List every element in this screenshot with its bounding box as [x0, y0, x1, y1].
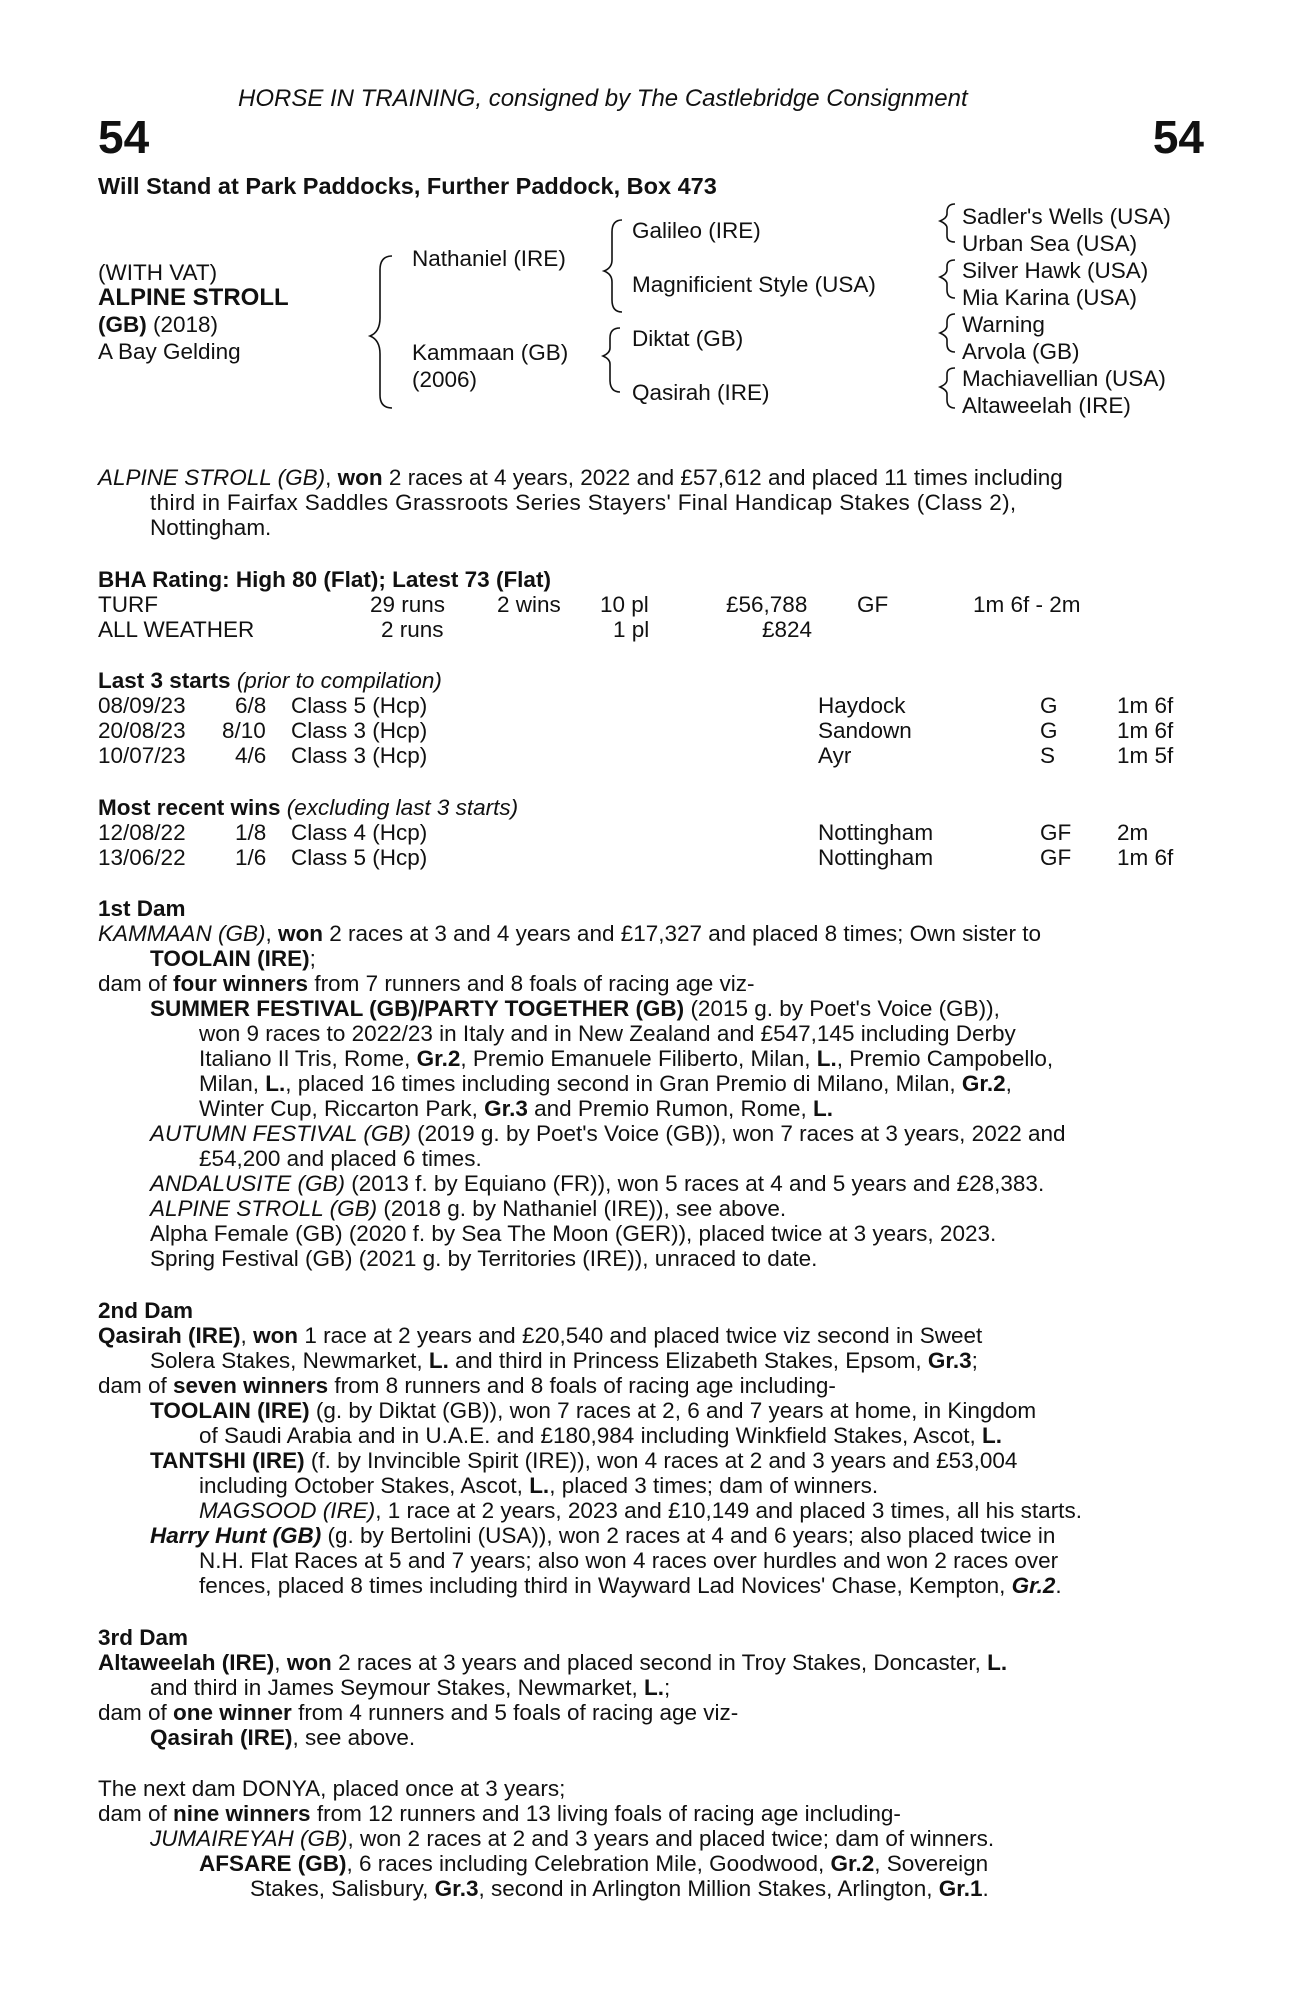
rating-runs: 29 runs: [370, 592, 446, 617]
start-class: Class 3 (Hcp): [291, 718, 428, 743]
produce-text: , 1 race at 2 years, 2023 and £10,149 and placed 3 times, all his starts.: [375, 1498, 1082, 1523]
produce-name: SUMMER FESTIVAL (GB)/PARTY TOGETHER (GB): [150, 996, 685, 1021]
produce-text: Milan,: [199, 1071, 266, 1096]
ped-sds: Silver Hawk (USA): [962, 258, 1149, 283]
dam1-produce-6: Spring Festival (GB) (2021 g. by Territories (IRE)), unraced to date.: [150, 1246, 818, 1271]
produce-text: fences, placed 8 times including third in Wayward Lad Novices' Chase, Kempton,: [199, 1573, 1012, 1598]
next-dam-winners: nine winners: [173, 1801, 311, 1826]
next-dam-produce-2-line-2: [250, 1876, 989, 1902]
start-going: S: [1040, 743, 1056, 768]
dam1-heading: 1st Dam: [98, 896, 186, 921]
produce-text: Italiano Il Tris, Rome,: [199, 1046, 417, 1071]
produce-text: including October Stakes, Ascot,: [199, 1473, 530, 1498]
punct: ;: [309, 946, 316, 971]
produce-text: (g. by Diktat (GB)), won 7 races at 2, 6 and 7 years at home, in Kingdom: [309, 1398, 1037, 1423]
produce-text: and Premio Rumon, Rome,: [527, 1096, 813, 1121]
rating-going: GF: [857, 592, 889, 617]
start-class: Class 5 (Hcp): [291, 693, 428, 718]
summary-text-1: 2 races at 4 years, 2022 and £57,612 and placed 11 times including: [382, 465, 1063, 490]
dam3-produce-text: from 4 runners and 5 foals of racing age viz-: [291, 1700, 739, 1725]
produce-text: Winter Cup, Riccarton Park,: [199, 1096, 485, 1121]
ped-sdd: Mia Karina (USA): [962, 285, 1138, 310]
dam1-text: 2 races at 3 and 4 years and £17,327 and placed 8 times; Own sister to: [323, 921, 1041, 946]
win-course: Nottingham: [818, 845, 934, 870]
dam1-line-2: [150, 946, 316, 972]
produce-text: , Premio Emanuele Filiberto, Milan,: [460, 1046, 817, 1071]
dam1-produce-1-line-3: [199, 1046, 1053, 1072]
dam1-line-1: KAMMAAN (GB), won 2 races at 3 and 4 years and £17,327 and placed 8 times; Own sister to: [98, 921, 1041, 946]
produce-text: , Sovereign: [874, 1851, 989, 1876]
summary-line-1: ALPINE STROLL (GB), won 2 races at 4 years, 2022 and £57,612 and placed 11 times including: [98, 465, 1063, 490]
start-distance: 1m 6f: [1117, 718, 1174, 743]
produce-text: , 6 races including Celebration Mile, Goodwood,: [346, 1851, 831, 1876]
produce-text: , placed 16 times including second in Gran Premio di Milano, Milan,: [285, 1071, 962, 1096]
horse-name: ALPINE STROLL: [98, 284, 289, 311]
ped-ssd: Urban Sea (USA): [962, 231, 1138, 256]
rating-wins: 2 wins: [497, 592, 561, 617]
dam2-produce-intro: [98, 1373, 836, 1399]
dam3-produce-intro: [98, 1700, 738, 1726]
produce-text: (f. by Invincible Spirit (IRE)), won 4 races at 2 and 3 years and £53,004: [304, 1448, 1018, 1473]
ped-dsd: Arvola (GB): [962, 339, 1080, 364]
dam3-text: and third in James Seymour Stakes, Newmarket,: [150, 1675, 644, 1700]
grade: Gr.3: [434, 1876, 479, 1901]
produce-text: (2018 g. by Nathaniel (IRE)), see above.: [377, 1196, 787, 1221]
listed: L.: [529, 1473, 550, 1498]
dam2-produce-text: from 8 runners and 8 foals of racing age including-: [328, 1373, 836, 1398]
dam1-produce-intro: [98, 971, 755, 997]
produce-text: (2013 f. by Equiano (FR)), won 5 races at 4 and 5 years and £28,383.: [345, 1171, 1045, 1196]
sire-dam: Magnificient Style (USA): [632, 272, 876, 297]
dam2-produce-4-line-1: [150, 1523, 1055, 1549]
produce-name: Harry Hunt (GB): [150, 1523, 322, 1548]
start-pos: 4/6: [235, 743, 267, 768]
dam-sire: Diktat (GB): [632, 326, 744, 351]
dam2-line-2: [150, 1348, 978, 1374]
dam2-text: 1 race at 2 years and £20,540 and placed twice viz second in Sweet: [298, 1323, 983, 1348]
listed: L.: [982, 1423, 1002, 1448]
grade: Gr.2: [830, 1851, 875, 1876]
summary-horse-name: ALPINE STROLL (GB): [98, 465, 326, 490]
dam1-produce-text: from 7 runners and 8 foals of racing age viz-: [308, 971, 755, 996]
dam2-produce-4-line-2: N.H. Flat Races at 5 and 7 years; also won 4 races over hurdles and won 2 races over: [199, 1548, 1059, 1573]
grade: Gr.3: [484, 1096, 528, 1121]
win-going: GF: [1040, 820, 1072, 845]
next-dam-produce-2-line-1: [199, 1851, 988, 1877]
dam1-sister: TOOLAIN (IRE): [150, 946, 310, 971]
produce-name: TANTSHI (IRE): [150, 1448, 305, 1473]
start-date: 08/09/23: [98, 693, 186, 718]
grade: Gr.2: [961, 1071, 1006, 1096]
sire-sire: Galileo (IRE): [632, 218, 761, 243]
win-date: 13/06/22: [98, 845, 186, 870]
start-class: Class 3 (Hcp): [291, 743, 428, 768]
last-starts-title: Last 3 starts: [98, 668, 231, 693]
dam-year: (2006): [412, 367, 478, 392]
dam1-produce-1-line-4: [199, 1071, 1012, 1097]
listed: L.: [643, 1675, 664, 1700]
dam2-winners: seven winners: [173, 1373, 329, 1398]
rating-placed: 1 pl: [613, 617, 650, 642]
listed: L.: [813, 1096, 833, 1121]
win-class: Class 5 (Hcp): [291, 845, 428, 870]
stabling-location: Will Stand at Park Paddocks, Further Paddock, Box 473: [98, 173, 717, 199]
produce-text: Stakes, Salisbury,: [250, 1876, 435, 1901]
listed: L.: [816, 1046, 837, 1071]
recent-wins-heading: [98, 795, 518, 821]
dam3-heading: 3rd Dam: [98, 1625, 189, 1650]
win-date: 12/08/22: [98, 820, 186, 845]
dam-of-label: dam of: [98, 1373, 174, 1398]
next-dam-produce-1: [150, 1826, 994, 1852]
produce-text: , see above.: [292, 1725, 416, 1750]
dam2-produce-4-line-3: [199, 1573, 1062, 1599]
produce-name: AFSARE (GB): [199, 1851, 347, 1876]
punct: ;: [971, 1348, 978, 1373]
horse-description: A Bay Gelding: [98, 339, 241, 364]
win-class: Class 4 (Hcp): [291, 820, 428, 845]
grade: Gr.3: [927, 1348, 972, 1373]
win-pos: 1/8: [235, 820, 267, 845]
dam3-line-1: Altaweelah (IRE), won 2 races at 3 years and placed second in Troy Stakes, Doncaster, L.: [98, 1650, 1008, 1675]
dam1-produce-5: Alpha Female (GB) (2020 f. by Sea The Moon (GER)), placed twice at 3 years, 2023.: [150, 1221, 997, 1246]
recent-wins-title: Most recent wins: [98, 795, 281, 820]
summary-line-2: third in Fairfax Saddles Grassroots Series Stayers' Final Handicap Stakes (Class 2),: [150, 490, 1017, 515]
dam3-name: Altaweelah (IRE): [98, 1650, 275, 1675]
dam1-produce-3: [150, 1171, 1044, 1197]
produce-name: AUTUMN FESTIVAL (GB): [150, 1121, 411, 1146]
start-date: 20/08/23: [98, 718, 186, 743]
ped-ddd: Altaweelah (IRE): [962, 393, 1131, 418]
start-pos: 6/8: [235, 693, 267, 718]
start-course: Ayr: [818, 743, 852, 768]
produce-text: , second in Arlington Million Stakes, Arlington,: [478, 1876, 939, 1901]
start-distance: 1m 5f: [1117, 743, 1174, 768]
dam-name: Kammaan (GB): [412, 340, 569, 365]
rating-placed: 10 pl: [600, 592, 649, 617]
start-date: 10/07/23: [98, 743, 186, 768]
dam3-produce-1: [150, 1725, 415, 1751]
dam2-produce-2-line-2: [199, 1473, 878, 1499]
start-going: G: [1040, 693, 1058, 718]
lot-number-right: 54: [1152, 111, 1204, 163]
produce-name: TOOLAIN (IRE): [150, 1398, 310, 1423]
dam2-produce-2-line-1: [150, 1448, 1017, 1474]
dam2-line-1: Qasirah (IRE), won 1 race at 2 years and £20,540 and placed twice viz second in Sweet: [98, 1323, 983, 1348]
next-dam-produce-intro: [98, 1801, 901, 1827]
sire-name: Nathaniel (IRE): [412, 246, 566, 271]
dam2-text: and third in Princess Elizabeth Stakes, Epsom,: [448, 1348, 928, 1373]
ped-dds: Machiavellian (USA): [962, 366, 1166, 391]
listed: L.: [428, 1348, 449, 1373]
rating-distance: 1m 6f - 2m: [973, 592, 1081, 617]
rating-prize: £824: [762, 617, 813, 642]
dam3-won: won: [286, 1650, 332, 1675]
start-distance: 1m 6f: [1117, 693, 1174, 718]
rating-prize: £56,788: [726, 592, 808, 617]
dam1-winners: four winners: [173, 971, 309, 996]
summary-line-3: Nottingham.: [150, 515, 272, 540]
dam3-line-2: [150, 1675, 670, 1701]
produce-text: , placed 3 times; dam of winners.: [549, 1473, 879, 1498]
dam2-text: Solera Stakes, Newmarket,: [150, 1348, 429, 1373]
dam1-name: KAMMAAN (GB): [98, 921, 266, 946]
produce-name: MAGSOOD (IRE): [199, 1498, 376, 1523]
listed: L.: [265, 1071, 286, 1096]
start-course: Sandown: [818, 718, 912, 743]
produce-text: (2015 g. by Poet's Voice (GB)),: [684, 996, 1000, 1021]
rating-heading: BHA Rating: High 80 (Flat); Latest 73 (Flat): [98, 567, 551, 592]
win-going: GF: [1040, 845, 1072, 870]
recent-wins-note: (excluding last 3 starts): [280, 795, 519, 820]
dam1-produce-1-line-5: [199, 1096, 833, 1122]
dam1-produce-4: [150, 1196, 786, 1222]
grade: Gr.1: [938, 1876, 983, 1901]
win-distance: 2m: [1117, 820, 1149, 845]
dam2-produce-1-line-1: [150, 1398, 1036, 1424]
produce-text: of Saudi Arabia and in U.A.E. and £180,984 including Winkfield Stakes, Ascot,: [199, 1423, 982, 1448]
ped-dss: Warning: [962, 312, 1045, 337]
produce-name: JUMAIREYAH (GB): [150, 1826, 348, 1851]
ped-sss: Sadler's Wells (USA): [962, 204, 1171, 229]
dam-of-label: dam of: [98, 1700, 174, 1725]
dam1-produce-2-line-1: [150, 1121, 1066, 1147]
win-distance: 1m 6f: [1117, 845, 1174, 870]
start-pos: 8/10: [222, 718, 266, 743]
dam1-won: won: [278, 921, 324, 946]
listed: L.: [987, 1650, 1008, 1675]
punct: ;: [663, 1675, 671, 1700]
next-dam-line-1: The next dam DONYA, placed once at 3 years;: [98, 1776, 566, 1801]
dam2-won: won: [253, 1323, 299, 1348]
produce-name: Qasirah (IRE): [150, 1725, 293, 1750]
summary-won: won: [337, 465, 383, 490]
rating-surface: TURF: [98, 592, 158, 617]
dam1-produce-2-line-2: £54,200 and placed 6 times.: [199, 1146, 482, 1171]
rating-runs: 2 runs: [381, 617, 444, 642]
last-starts-note: (prior to compilation): [230, 668, 442, 693]
produce-text: (g. by Bertolini (USA)), won 2 races at 4 and 6 years; also placed twice in: [321, 1523, 1056, 1548]
dam2-heading: 2nd Dam: [98, 1298, 194, 1323]
next-dam-produce-text: from 12 runners and 13 living foals of racing age including-: [310, 1801, 901, 1826]
grade: Gr.2: [416, 1046, 461, 1071]
dam3-winners: one winner: [173, 1700, 292, 1725]
produce-text: , won 2 races at 2 and 3 years and placed twice; dam of winners.: [347, 1826, 995, 1851]
produce-text: (2019 g. by Poet's Voice (GB)), won 7 races at 3 years, 2022 and: [410, 1121, 1066, 1146]
produce-text: , Premio Campobello,: [836, 1046, 1054, 1071]
punct: .: [1055, 1573, 1062, 1598]
vat-note: (WITH VAT): [98, 260, 218, 285]
punct: ,: [1005, 1071, 1012, 1096]
win-pos: 1/6: [235, 845, 267, 870]
dam-of-label: dam of: [98, 1801, 174, 1826]
dam1-produce-1-line-1: [150, 996, 1000, 1022]
consignment-header: HORSE IN TRAINING, consigned by The Castlebridge Consignment: [238, 85, 968, 112]
rating-surface: ALL WEATHER: [98, 617, 255, 642]
dam-of-label: dam of: [98, 971, 174, 996]
grade: Gr.2: [1011, 1573, 1056, 1598]
dam2-produce-1-line-2: [199, 1423, 1002, 1449]
start-going: G: [1040, 718, 1058, 743]
horse-year: (2018): [146, 312, 219, 337]
punct: .: [982, 1876, 989, 1901]
horse-country: (GB): [98, 312, 147, 337]
dam1-produce-1-line-2: won 9 races to 2022/23 in Italy and in New Zealand and £547,145 including Derby: [199, 1021, 1016, 1046]
dam2-produce-3: [199, 1498, 1082, 1524]
produce-name: ALPINE STROLL (GB): [150, 1196, 378, 1221]
produce-name: ANDALUSITE (GB): [150, 1171, 346, 1196]
dam3-text: 2 races at 3 years and placed second in Troy Stakes, Doncaster,: [331, 1650, 988, 1675]
dam-dam: Qasirah (IRE): [632, 380, 770, 405]
win-course: Nottingham: [818, 820, 934, 845]
last-starts-heading: [98, 668, 442, 694]
dam2-name: Qasirah (IRE): [98, 1323, 241, 1348]
lot-number-left: 54: [98, 111, 150, 163]
start-course: Haydock: [818, 693, 906, 718]
